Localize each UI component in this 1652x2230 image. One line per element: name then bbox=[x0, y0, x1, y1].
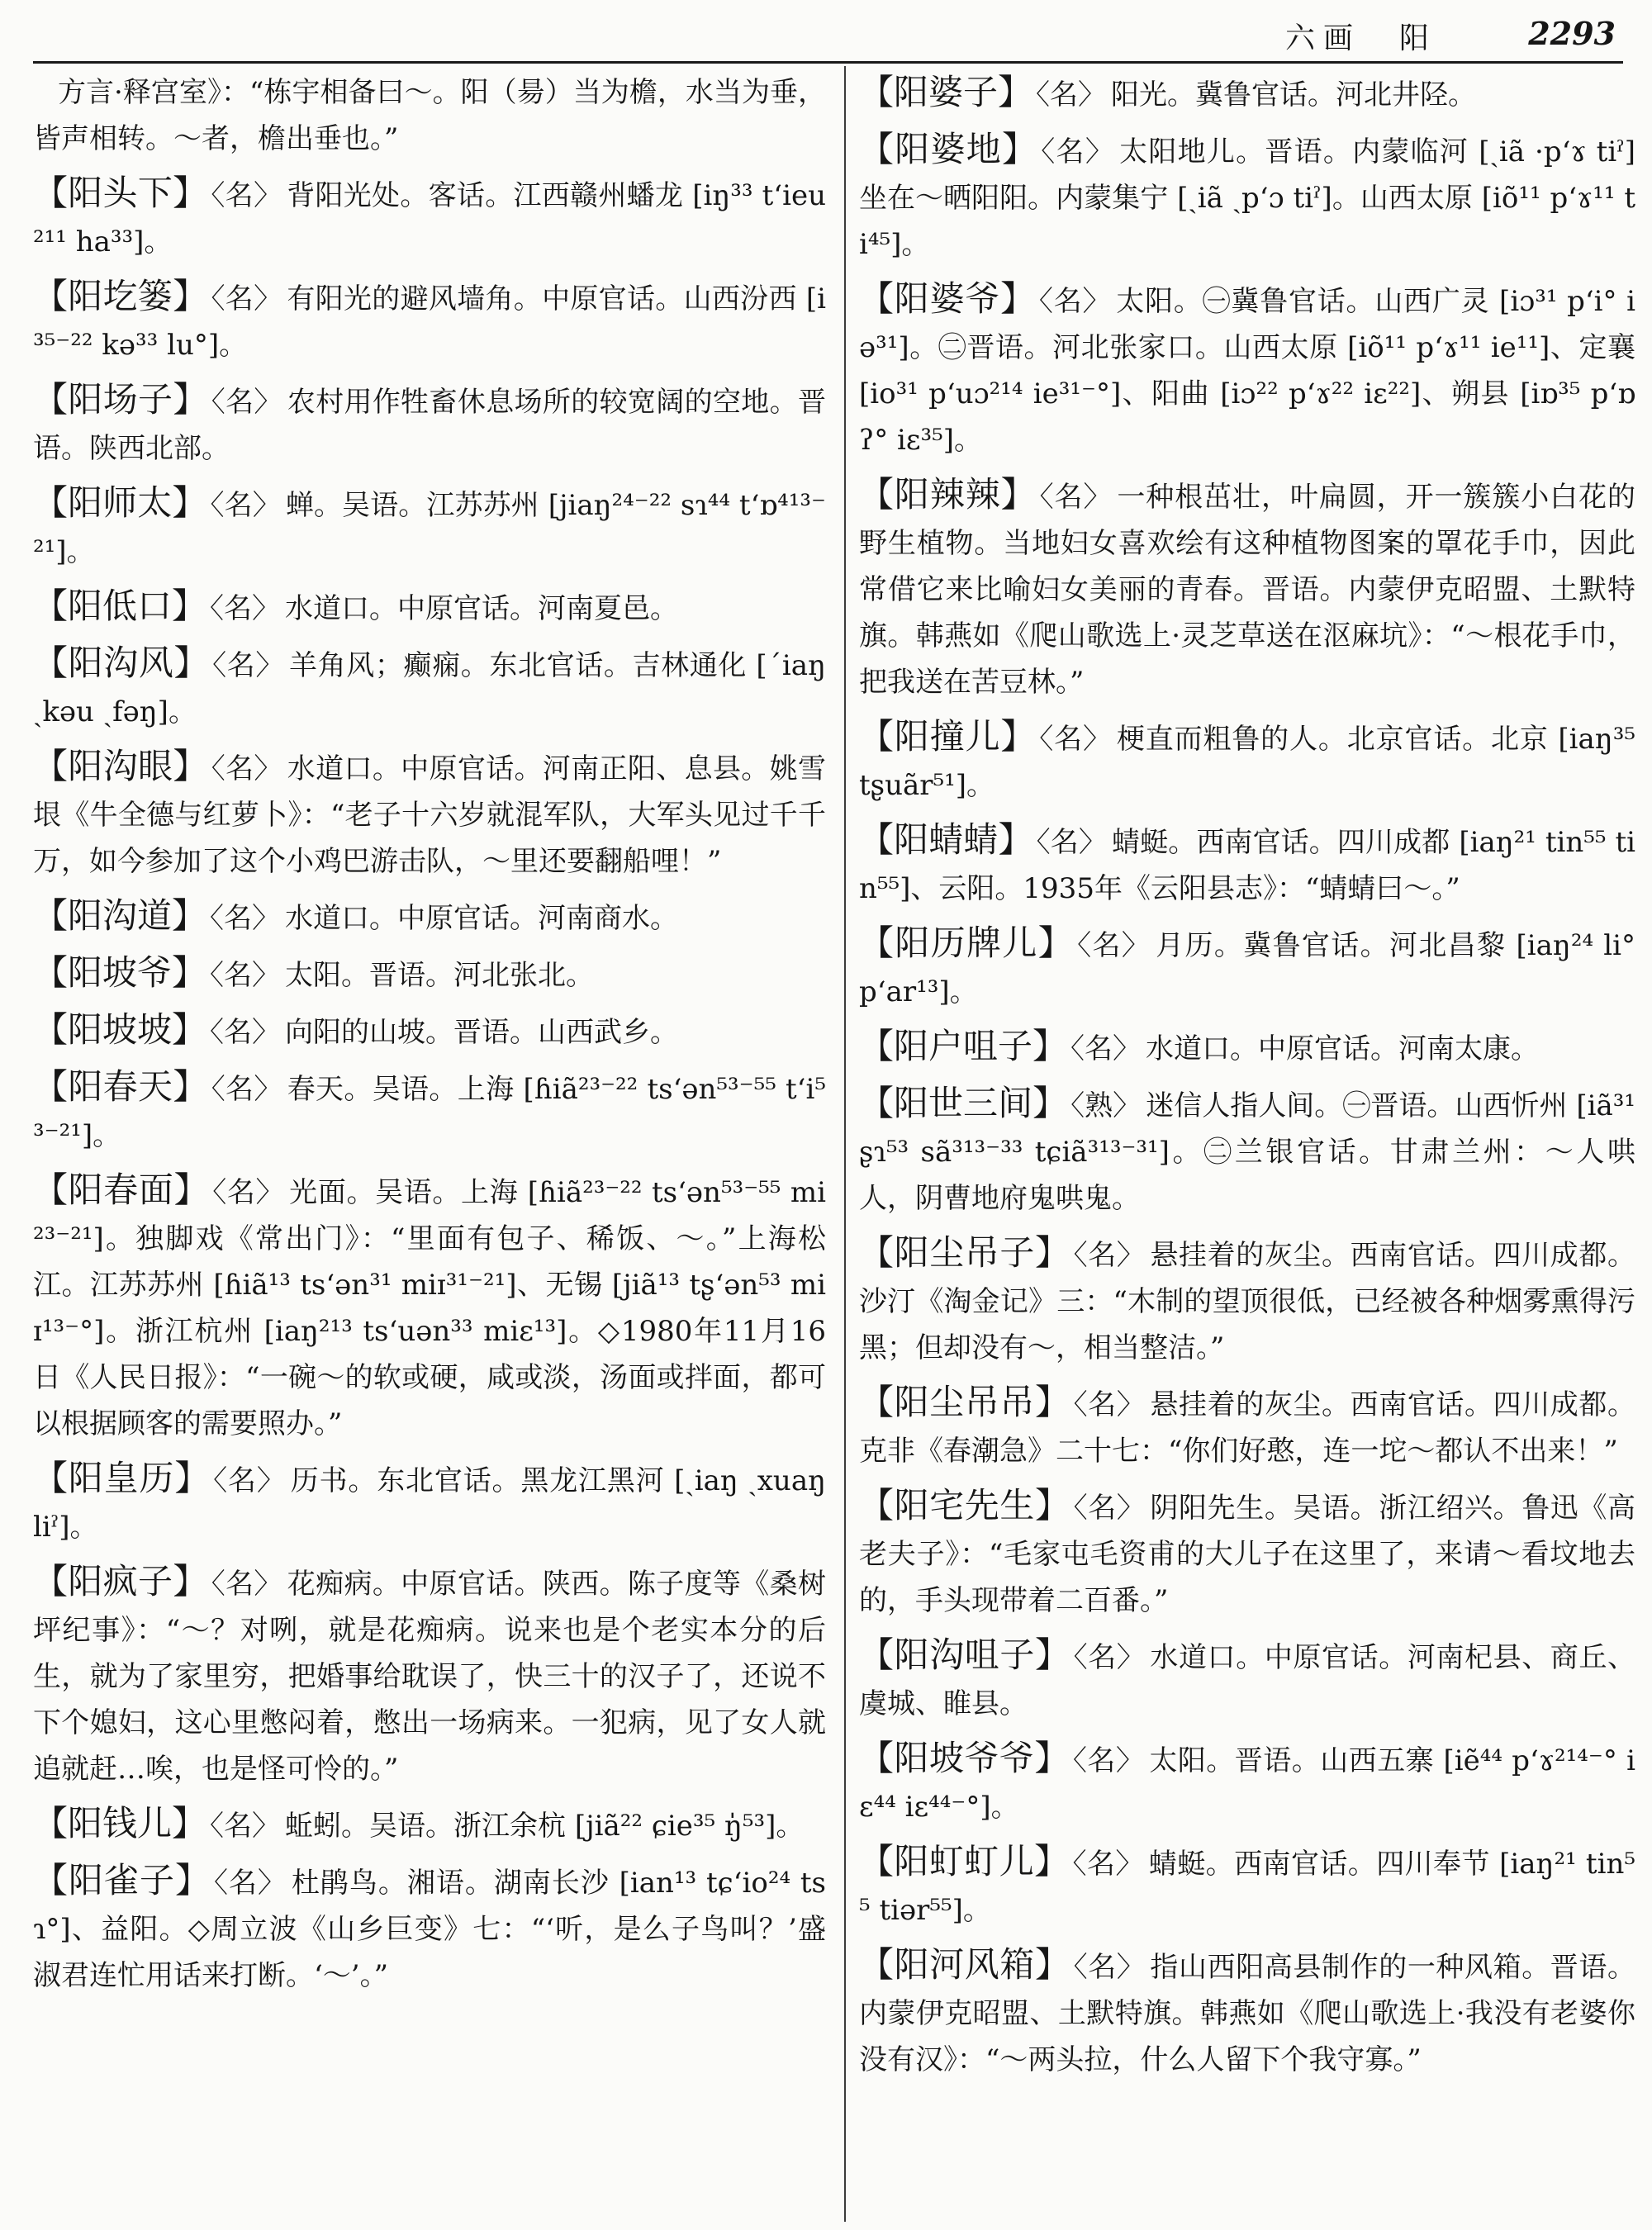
dictionary-entry bbox=[33, 377, 826, 472]
entry-headword: 【阳沟风】 bbox=[33, 643, 210, 683]
dictionary-entry bbox=[33, 950, 826, 999]
part-of-speech: 〈名〉 bbox=[1038, 285, 1112, 318]
header-rule bbox=[33, 61, 1623, 64]
entry-text: 杜鹃鸟。湘语。湖南长沙 [ian¹³ tɕ‘io²⁴ tsɿ°]、益阳。◇周立波《山乡巨变》七：“‘听，是么子鸟叫？’盛淑君连忙用话来打断。‘～’。” bbox=[33, 1867, 826, 1992]
dictionary-entry bbox=[33, 893, 826, 942]
entry-text: 水道口。中原官话。河南夏邑。 bbox=[285, 592, 679, 625]
dictionary-entry bbox=[859, 1230, 1635, 1371]
entry-headword: 【阳圪篓】 bbox=[33, 276, 208, 316]
entry-headword: 【阳坡爷爷】 bbox=[859, 1738, 1070, 1778]
dictionary-entry bbox=[33, 69, 826, 162]
part-of-speech: 〈名〉 bbox=[211, 386, 282, 419]
entry-headword: 【阳蜻蜻】 bbox=[859, 819, 1033, 860]
entry-text: 一种根茁壮，叶扁圆，开一簇簇小白花的野生植物。当地妇女喜欢绘有这种植物图案的罩花手巾，因此常借它来比喻妇女美丽的青春。晋语。内蒙伊克昭盟、土默特旗。韩燕如《爬山歌选上·灵芝草送在沤麻坑》：“～根花手巾，把我送在苦豆林。” bbox=[859, 481, 1635, 699]
entry-text: 历书。东北官话。黑龙江黑河 [ˏiaŋ ˏxuaŋ liˀ]。 bbox=[33, 1464, 826, 1544]
part-of-speech: 〈名〉 bbox=[210, 1810, 281, 1843]
entry-text: 阳光。冀鲁官话。河北井陉。 bbox=[1111, 78, 1477, 112]
entry-headword: 【阳尘吊吊】 bbox=[859, 1382, 1070, 1422]
part-of-speech: 〈名〉 bbox=[213, 1867, 287, 1900]
entry-text: 向阳的山坡。晋语。山西武乡。 bbox=[285, 1016, 679, 1049]
dictionary-entry bbox=[859, 69, 1635, 118]
entry-headword: 【阳世三间】 bbox=[859, 1083, 1068, 1123]
entry-text: 方言·释宫室》：“栋宇相备曰～。阳（昜）当为檐，水当为垂，皆声相转。～者，檐出垂也。” bbox=[33, 76, 826, 155]
entry-headword: 【阳虰虰儿】 bbox=[859, 1841, 1070, 1881]
dictionary-entry bbox=[33, 273, 826, 368]
part-of-speech: 〈熟〉 bbox=[1070, 1089, 1142, 1122]
part-of-speech: 〈名〉 bbox=[211, 179, 282, 212]
part-of-speech: 〈名〉 bbox=[1077, 929, 1151, 962]
entry-text: 指山西阳高县制作的一种风箱。晋语。内蒙伊克昭盟、土默特旗。韩燕如《爬山歌选上·我没有老婆你没有汉》：“～两头拉，什么人留下个我守寡。” bbox=[859, 1951, 1635, 2076]
dictionary-entry bbox=[33, 1007, 826, 1056]
part-of-speech: 〈名〉 bbox=[1072, 1744, 1145, 1777]
part-of-speech: 〈名〉 bbox=[1073, 1951, 1146, 1984]
entry-headword: 【阳辣辣】 bbox=[859, 474, 1037, 515]
part-of-speech: 〈名〉 bbox=[1039, 723, 1112, 756]
entry-text: 月历。冀鲁官话。河北昌黎 [iaŋ²⁴ li° p‘ar¹³]。 bbox=[859, 929, 1635, 1008]
dictionary-entry bbox=[33, 480, 826, 575]
entry-text: 蜻蜓。西南官话。四川成都 [iaŋ²¹ tin⁵⁵ tin⁵⁵]、云阳。1935年《云阳县志》：“蜻蜻曰～。” bbox=[859, 826, 1635, 905]
dictionary-entry bbox=[33, 170, 826, 265]
entry-headword: 【阳户咀子】 bbox=[859, 1026, 1068, 1066]
entry-text: 太阳。㊀冀鲁官话。山西广灵 [iɔ³¹ p‘i° iə³¹]。㊁晋语。河北张家口。山西太原 [iõ¹¹ p‘ɤ¹¹ ie¹¹]、定襄 [io³¹ p‘uɔ²¹⁴ ie³¹⁻°]、阳曲 [iɔ²² p‘ɤ²² iɛ²²]、朔县 [iɒ³⁵ p‘ɒʔ° iɛ³⁵]。 bbox=[859, 285, 1635, 457]
entry-headword: 【阳尘吊子】 bbox=[859, 1232, 1070, 1273]
part-of-speech: 〈名〉 bbox=[210, 592, 281, 625]
dictionary-entry bbox=[859, 126, 1635, 268]
dictionary-entry bbox=[859, 1632, 1635, 1727]
entry-text: 蚯蚓。吴语。浙江余杭 [jiã²² ɕie³⁵ ŋ̍⁵³]。 bbox=[285, 1810, 805, 1843]
part-of-speech: 〈名〉 bbox=[1036, 826, 1107, 859]
page-number: 2293 bbox=[1528, 15, 1616, 52]
entry-headword: 【阳宅先生】 bbox=[859, 1485, 1070, 1525]
part-of-speech: 〈名〉 bbox=[1036, 78, 1107, 112]
part-of-speech: 〈名〉 bbox=[210, 489, 281, 522]
entry-headword: 【阳钱儿】 bbox=[33, 1803, 207, 1843]
entry-text: 有阳光的避风墙角。中原官话。山西汾西 [i³⁵⁻²² kə³³ lu°]。 bbox=[33, 282, 826, 362]
part-of-speech: 〈名〉 bbox=[1072, 1848, 1144, 1881]
entry-headword: 【阳坡坡】 bbox=[33, 1009, 207, 1050]
dictionary-entry bbox=[859, 1839, 1635, 1933]
entry-text: 阴阳先生。吴语。浙江绍兴。鲁迅《高老夫子》：“毛家屯毛资甫的大儿子在这里了，来请～看坟地去的，手头现带着二百番。” bbox=[859, 1492, 1635, 1617]
part-of-speech: 〈名〉 bbox=[1073, 1492, 1146, 1525]
entry-headword: 【阳沟道】 bbox=[33, 895, 207, 936]
column-divider bbox=[844, 66, 846, 2222]
part-of-speech: 〈名〉 bbox=[1070, 1032, 1142, 1065]
entry-text: 梗直而粗鲁的人。北京官话。北京 [iaŋ³⁵ tʂuãr⁵¹]。 bbox=[859, 723, 1635, 802]
dictionary-entry bbox=[33, 640, 826, 735]
part-of-speech: 〈名〉 bbox=[210, 902, 281, 935]
entry-text: 光面。吴语。上海 [ɦiã²³⁻²² ts‘ən⁵³⁻⁵⁵ mi²³⁻²¹]。独脚戏《常出门》：“里面有包子、稀饭、～。”上海松江。江苏苏州 [ɦiã¹³ ts‘ən³¹ miɪ³¹⁻²¹]、无锡 [jiã¹³ tʂ‘ən⁵³ miɪ¹³⁻°]。浙江杭州 [iaŋ²¹³ ts‘uən³³ miɛ¹³]。◇1980年11月16日《人民日报》：“一碗～的软或硬，咸或淡，汤面或拌面，都可以根据顾客的需要照办。” bbox=[33, 1176, 826, 1440]
entry-headword: 【阳撞儿】 bbox=[859, 716, 1037, 757]
part-of-speech: 〈名〉 bbox=[212, 649, 284, 682]
entry-headword: 【阳师太】 bbox=[33, 482, 207, 523]
dictionary-entry bbox=[859, 1379, 1635, 1474]
left-column bbox=[33, 69, 826, 2225]
dictionary-entry bbox=[859, 920, 1635, 1015]
dictionary-entry bbox=[859, 472, 1635, 705]
entry-text: 迷信人指人间。㊀晋语。山西忻州 [iã³¹ ʂɿ⁵³ sã³¹³⁻³³ tɕiã³¹³⁻³¹]。㊁兰银官话。甘肃兰州：～人哄人，阴曹地府鬼哄鬼。 bbox=[859, 1089, 1635, 1215]
part-of-speech: 〈名〉 bbox=[211, 1073, 282, 1106]
entry-headword: 【阳疯子】 bbox=[33, 1561, 208, 1601]
dictionary-entry bbox=[859, 1483, 1635, 1624]
entry-text: 水道口。中原官话。河南商水。 bbox=[285, 902, 679, 935]
dictionary-entry bbox=[859, 276, 1635, 463]
entry-headword: 【阳婆爷】 bbox=[859, 278, 1036, 319]
entry-text: 水道口。中原官话。河南太康。 bbox=[1146, 1032, 1540, 1065]
dictionary-entry bbox=[33, 1167, 826, 1447]
entry-headword: 【阳场子】 bbox=[33, 379, 208, 420]
entry-text: 背阳光处。客话。江西赣州蟠龙 [iŋ³³ t‘ieu²¹¹ ha³³]。 bbox=[33, 179, 826, 259]
part-of-speech: 〈名〉 bbox=[1073, 1239, 1146, 1272]
dictionary-entry bbox=[859, 1942, 1635, 2083]
part-of-speech: 〈名〉 bbox=[211, 752, 282, 785]
entry-headword: 【阳坡爷】 bbox=[33, 952, 207, 993]
entry-headword: 【阳婆子】 bbox=[859, 72, 1033, 112]
entry-text: 蜻蜓。西南官话。四川奉节 [iaŋ²¹ tin⁵⁵ tiər⁵⁵]。 bbox=[859, 1848, 1635, 1927]
entry-headword: 【阳婆地】 bbox=[859, 129, 1038, 169]
dictionary-entry bbox=[859, 817, 1635, 912]
part-of-speech: 〈名〉 bbox=[211, 282, 282, 316]
part-of-speech: 〈名〉 bbox=[1073, 1388, 1146, 1421]
part-of-speech: 〈名〉 bbox=[1073, 1641, 1146, 1674]
entry-headword: 【阳春天】 bbox=[33, 1066, 208, 1107]
entry-text: 水道口。中原官话。河南正阳、息县。姚雪垠《牛全德与红萝卜》：“老子十六岁就混军队，大军头见过千千万，如今参加了这个小鸡巴游击队，～里还要翻船哩！” bbox=[33, 752, 826, 878]
entry-headword: 【阳沟咀子】 bbox=[859, 1635, 1070, 1675]
entry-text: 悬挂着的灰尘。西南官话。四川成都。克非《春潮急》二十七：“你们好憨，连一坨～都认不出来！” bbox=[859, 1388, 1635, 1468]
entry-text: 农村用作牲畜休息场所的较宽阔的空地。晋语。陕西北部。 bbox=[33, 386, 826, 465]
part-of-speech: 〈名〉 bbox=[212, 1176, 285, 1209]
dictionary-entry bbox=[33, 743, 826, 885]
entry-headword: 【阳历牌儿】 bbox=[859, 923, 1075, 963]
part-of-speech: 〈名〉 bbox=[1041, 135, 1115, 168]
dictionary-entry bbox=[859, 1080, 1635, 1222]
entry-headword: 【阳雀子】 bbox=[33, 1860, 211, 1900]
page-header bbox=[33, 0, 1619, 63]
dictionary-entry bbox=[859, 714, 1635, 809]
entry-text: 羊角风；癫痫。东北官话。吉林通化 [ˊiaŋ ˏkəu ˏfəŋ]。 bbox=[33, 649, 826, 728]
dictionary-entry bbox=[33, 1455, 826, 1550]
part-of-speech: 〈名〉 bbox=[210, 1016, 281, 1049]
dictionary-entry bbox=[33, 1559, 826, 1792]
entry-text: 太阳。晋语。河北张北。 bbox=[285, 959, 595, 992]
entry-headword: 【阳河风箱】 bbox=[859, 1944, 1070, 1985]
dictionary-entry bbox=[859, 1023, 1635, 1072]
entry-text: 春天。吴语。上海 [ɦiã²³⁻²² ts‘ən⁵³⁻⁵⁵ t‘i⁵³⁻²¹]。 bbox=[33, 1073, 826, 1152]
part-of-speech: 〈名〉 bbox=[211, 1568, 282, 1601]
entry-text: 悬挂着的灰尘。西南官话。四川成都。沙汀《淘金记》三：“木制的望顶很低，已经被各种烟雾熏得污黑；但却没有～，相当整洁。” bbox=[859, 1239, 1635, 1364]
entry-headword: 【阳头下】 bbox=[33, 173, 208, 213]
dictionary-entry bbox=[33, 1064, 826, 1159]
section-heading: 六画 阳 bbox=[1284, 21, 1437, 55]
dictionary-entry bbox=[33, 583, 826, 632]
entry-text: 花痴病。中原官话。陕西。陈子度等《桑树坪纪事》：“～？对咧，就是花痴病。说来也是个老实本分的后生，就为了家里穷，把婚事给耽误了，快三十的汉子了，还说不下个媳妇，这心里憋闷着，憋出一场病来。一犯病，见了女人就追就赶…唉，也是怪可怜的。” bbox=[33, 1568, 826, 1786]
part-of-speech: 〈名〉 bbox=[1039, 481, 1113, 514]
entry-headword: 【阳春面】 bbox=[33, 1170, 210, 1210]
part-of-speech: 〈名〉 bbox=[213, 1464, 286, 1497]
entry-headword: 【阳低口】 bbox=[33, 586, 207, 626]
entry-text: 水道口。中原官话。河南杞县、商丘、虞城、睢县。 bbox=[859, 1641, 1635, 1720]
entry-headword: 【阳沟眼】 bbox=[33, 746, 208, 786]
entry-text: 太阳地儿。晋语。内蒙临河 [ˏiã ·p‘ɤ tiˀ] 坐在～晒阳阳。内蒙集宁 [ˏiã ˏp‘ɔ tiˀ]。山西太原 [iõ¹¹ p‘ɤ¹¹ ti⁴⁵]。 bbox=[859, 135, 1635, 261]
dictionary-entry bbox=[859, 1735, 1635, 1830]
entry-headword: 【阳皇历】 bbox=[33, 1458, 211, 1498]
entry-text: 太阳。晋语。山西五寨 [iẽ⁴⁴ p‘ɤ²¹⁴⁻° iɛ⁴⁴ iɛ⁴⁴⁻°]。 bbox=[859, 1744, 1635, 1824]
dictionary-entry bbox=[33, 1801, 826, 1849]
dictionary-entry bbox=[33, 1858, 826, 1999]
right-column bbox=[859, 69, 1635, 2225]
entry-text: 蝉。吴语。江苏苏州 [jiaŋ²⁴⁻²² sɿ⁴⁴ t‘ɒ⁴¹³⁻²¹]。 bbox=[33, 489, 826, 568]
part-of-speech: 〈名〉 bbox=[210, 959, 281, 992]
